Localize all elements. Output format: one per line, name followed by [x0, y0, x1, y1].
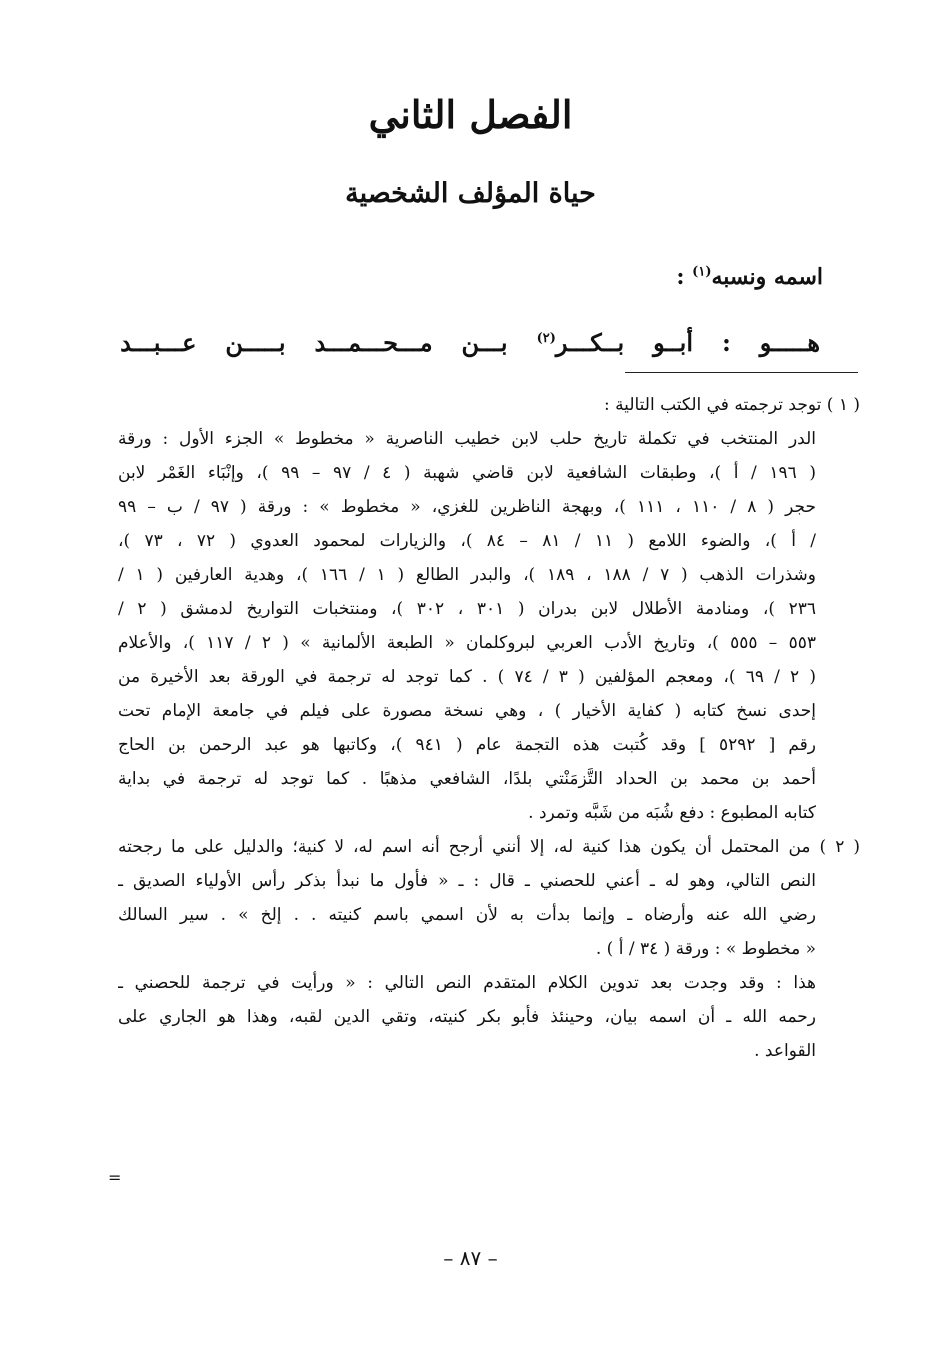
footnote-line: الدر المنتخب في تكملة تاريخ حلب لابن خطيب الناصرية « مخطوط » الجزء الأول : ورقة — [118, 429, 816, 449]
subheading-colon: : — [676, 264, 685, 290]
name-word: هـــــو — [759, 328, 820, 357]
name-word-text: بــكـــر — [555, 328, 625, 357]
footnote-line: ٥٥٣ – ٥٥٥ )، وتاريخ الأدب العربي لبروكلمان « الطبعة الألمانية » ( ٢ / ١١٧ )، والأعلام — [118, 633, 816, 653]
footnote-line: كتابه المطبوع : دفع شُبَه من شَبَّه وتمرد . — [528, 803, 816, 823]
name-word: مـــحـــمـــد — [314, 328, 433, 357]
footnote-line: ٢٣٦ )، ومنادمة الأطلال لابن بدران ( ٣٠١ ، ٣٠٢ )، ومنتخبات التواريخ لدمشق ( ٢ / — [118, 599, 816, 619]
footnotes — [118, 388, 860, 1068]
footnote-line: / أ )، والضوء اللامع ( ١١ / ٨١ – ٨٤ )، والزيارات لمحمود العدوي ( ٧٢ ، ٧٣ )، — [118, 531, 816, 551]
footnote-line: أحمد بن محمد بن الحداد التَّزمَنْتي بلدًا، الشافعي مذهبًا . كما توجد له ترجمة في بداية — [118, 769, 816, 789]
footnote-line: ( ١٩٦ / أ )، وطبقات الشافعية لابن قاضي شهبة ( ٤ / ٩٧ – ٩٩ )، وإنْبَاء الغَمْر لابن — [118, 463, 816, 483]
footnote-line: إحدى نسخ كتابه ( كفاية الأخيار ) ، وهي نسخة مصورة على فيلم في جامعة الإمام تحت — [118, 701, 816, 721]
footnote-line: ( ١ ) توجد ترجمته في الكتب التالية : — [603, 395, 860, 415]
subheading — [323, 264, 823, 290]
footnote-line: رقم [ ٥٢٩٢ ] وقد كُتبت هذه التجمة عام ( ٩٤١ )، وكاتبها هو عبد الرحمن بن الحاج — [118, 735, 816, 755]
footnote-line: وشذرات الذهب ( ٧ / ١٨٨ ، ١٨٩ )، والبدر الطالع ( ١ / ١٦٦ )، وهدية العارفين ( ١ / — [118, 565, 816, 585]
name-word: بـــــن — [225, 328, 286, 357]
author-name-line — [120, 328, 820, 357]
footnote-line: ( ٢ ) من المحتمل أن يكون هذا كنية له، إلا أنني أرجح أنه اسم له، لا كنية؛ والدليل على ما رجحته — [118, 837, 860, 857]
footnote-line: النص التالي، وهو له ـ أعني للحصني ـ قال : ـ « فأول ما نبدأ بذكر رأس الأولياء الصديق ـ — [118, 871, 816, 891]
name-word: : — [721, 328, 731, 357]
footnote-line: رضي الله عنه وأرضاه ـ وإنما بدأت به لأن اسمي باسم كنيته . . إلخ » . سير السالك — [118, 905, 816, 925]
subheading-text: اسمه ونسبه — [711, 264, 823, 290]
name-word: عـــبـــد — [120, 328, 197, 357]
footnote-line: ( ٢ / ٦٩ )، ومعجم المؤلفين ( ٣ / ٧٤ ) . كما توجد له ترجمة في الورقة بعد الأخيرة من — [118, 667, 816, 687]
footnote-line: رحمه الله ـ أن اسمه بيان، وحينئذ فأبو بكر كنيته، وتقي الدين لقبه، وهذا هو الجاري على — [118, 1007, 816, 1027]
footnote-line: هذا : وقد وجدت بعد تدوين الكلام المتقدم النص التالي : « ورأيت في ترجمة للحصني ـ — [118, 973, 816, 993]
footnote-separator — [625, 372, 858, 373]
chapter-title: الفصل الثاني — [368, 92, 573, 137]
footnote-line: القواعد . — [754, 1041, 816, 1061]
name-word: بـــن — [461, 328, 508, 357]
footnote-ref-2: (٢) — [536, 331, 556, 346]
name-word: أبــو — [653, 328, 693, 357]
page-number: – ٨٧ – — [443, 1246, 498, 1270]
footnote-line: « مخطوط » : ورقة ( ٣٤ / أ ) . — [595, 939, 816, 959]
name-word — [537, 328, 625, 357]
footnote-line: حجر ( ٨ / ١١٠ ، ١١١ )، وبهجة الناظرين للغزي، « مخطوط » : ورقة ( ٩٧ / ب – ٩٩ — [118, 497, 816, 517]
section-title: حياة المؤلف الشخصية — [345, 178, 596, 209]
margin-mark: = — [108, 1168, 122, 1187]
footnote-ref-1: (١) — [692, 264, 712, 280]
